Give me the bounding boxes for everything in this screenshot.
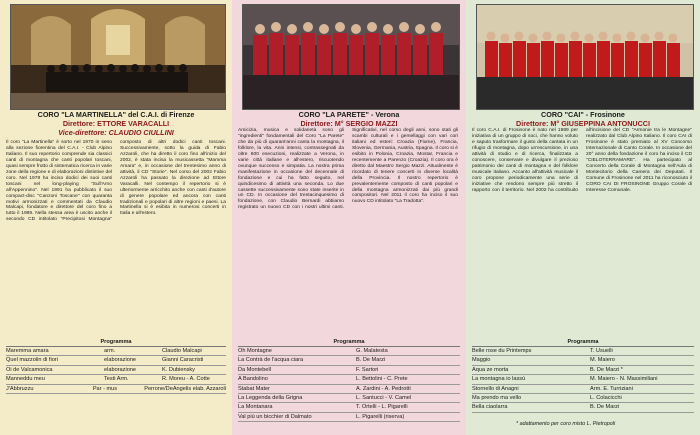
- song-title: La montagna io lassù: [472, 376, 526, 383]
- vice-director: Vice-direttore: CLAUDIO CIULLINI: [58, 128, 174, 137]
- programma-row: [6, 385, 226, 394]
- song-author: T. Ortelli - L. Pigarelli: [356, 404, 408, 411]
- programma-row: [6, 347, 226, 356]
- song-arrangement: elaborazione: [104, 357, 137, 364]
- programma-row: [238, 385, 460, 394]
- column-la-parete: [232, 0, 466, 435]
- caption-la-parete: [238, 110, 460, 128]
- programma-row: [472, 366, 694, 375]
- choir-name: CORO "LA MARTINELLA" del C.A.I. di Firenze: [37, 110, 195, 119]
- description-text: Amicizia, musica e solidarietà sono gli "ingredienti" fondamentali del Coro "La Parete" che da più di quarant'anni canta la montagna, il folklore, la vita. Anni intensi, contrassegnati da oltre 600 esecuzioni, realizzate a Verona, in varie città italiane e all'estero, riscuotendo ovunque successo e simpatia. La nostra prima manifestazione in occasione del decennale di fondazione e cui ha fatto seguito, nel quindicesimo di attività una seconda. Lo due cassette successivamente sono state inserite in un CD. In occasione del trentacinquesimo di fondazione, con Claudio Bernardi abbiamo registrato un nuovo CD con i nostri ultimi canti. Significativi, nel corso degli anni, sono stati gli scambi culturali e i gemellaggi con vari cori italiani ed esteri: Croazia (Fiume), Francia, Slovenia, Germania, Austria, Spagna. Il coro si è esibito in Polonia, Croazia, Mostar, Francia e recentemente a Parenzo (Croazia). Il coro ora è diretto dal Maestro Sergio Mazzi. Attualmente è ricordato di tenere concerti in diverse località della Provincia. Il nostro repertorio è prevalentemente composto di canti popolari e della montagna armonizzati dai più grandi compositori. Nel 2011 il coro ha inciso il suo nuovo CD intitolato "La Tradotta".: [238, 128, 458, 211]
- programma-title: Programma: [6, 338, 226, 347]
- church-interior-illustration: [11, 5, 225, 109]
- choir-name: CORO "LA PARETE" - Verona: [298, 110, 400, 119]
- song-author: Arm. E. Turriziani: [590, 385, 633, 392]
- song-author: L. Colacicchi: [590, 395, 622, 402]
- column-cai-frosinone: [466, 0, 700, 435]
- programma-row: [238, 403, 460, 412]
- programma-row: [238, 375, 460, 384]
- song-author: L. Bettolini - C. Prete: [356, 376, 408, 383]
- song-author: B. De Marzi: [590, 404, 620, 411]
- song-author: Claudio Malcapi: [162, 348, 202, 354]
- programma-row: [472, 375, 694, 384]
- song-author: Gianni Caracristi: [162, 357, 204, 364]
- song-author: M. Maiero - N. Massimiliani: [590, 376, 658, 383]
- song-title: Aqua ze morta: [472, 366, 509, 373]
- song-arrangement: Testi Arm.: [104, 376, 129, 383]
- song-author: L. Santucci - V. Camel: [356, 395, 412, 402]
- programma-row: [238, 394, 460, 403]
- director: Direttore: M° SERGIO MAZZI: [300, 119, 398, 128]
- caption-cai-frosinone: [472, 110, 694, 128]
- song-author: B. De Marzi: [356, 357, 386, 364]
- programma-row: [6, 375, 226, 384]
- song-title: Oh Montagne: [238, 348, 272, 354]
- song-author: Perrone/DeAngelis elab. Azzaroli: [144, 385, 226, 392]
- choir-outdoor-illustration: [477, 5, 693, 109]
- song-author: A. Zardini - A. Pedrotti: [356, 385, 411, 392]
- song-author: M. Maiero: [590, 357, 615, 364]
- choir-description: [472, 128, 692, 333]
- footnote: * adattamento per coro misto L. Pietropoli: [516, 421, 616, 427]
- programma-row: [238, 347, 460, 356]
- programma-row: [238, 356, 460, 365]
- song-author: B. De Marzi *: [590, 366, 623, 373]
- description-text: Il coro C.A.I. di Frosinone è nato nel 1989 per iniziativa di un gruppo di soci, che hanno voluto e saputo trasformare il gusto della cantata in un rifugio di montagna, dopo un'escursione, in una attività di studio e di ricerca, finalizzata a conoscere, conservare e divulgare il prezioso patrimonio dei canti di montagna e del folklore musicale italiano. Accanto all'attività musicale il coro propone periodicamente una serie di iniziative che rendono sempre più stretto il rapporto con il territorio. Nel 2002 ha contribuito all'incisione del CD "Armonie tra le Montagne" realizzato dal Club Alpino Italiano. Il coro CAI di Frosinone è stato premiato al XV Concorso Internazionale di Canto Corale. In occasione del 20° anno della fondazione il coro ha inciso il CD "CIELOTERRAMARE". Ha partecipato al Concerto della Corale di Montagna nell'Aula di Montecitorio della Camera dei Deputati. Il Comune di Frosinone nel 2011 ha riconosciuto il CORO CAI DI FROSINONE Gruppo Corale di Interesse Comunale.: [472, 128, 692, 193]
- song-author: K. Dubiensky: [162, 366, 195, 373]
- song-author: L. Pigarelli (riserva): [356, 413, 405, 420]
- song-title: Stornello di Anagni: [472, 385, 519, 392]
- programma-la-martinella: [6, 338, 226, 394]
- song-title: J'Abbruzzu: [6, 385, 34, 392]
- choir-photo-cai-frosinone: [476, 4, 694, 110]
- song-title: Ma prendo ma vello: [472, 395, 522, 402]
- programma-row: [6, 366, 226, 375]
- programma-title: Programma: [472, 338, 694, 347]
- choir-description: [238, 128, 458, 333]
- song-author: R. Moreu - A. Cotte: [162, 376, 210, 383]
- programma-row: [238, 413, 460, 422]
- description-text: Il coro "La Martinella" è sorto nel 1970 in seno alla sezione fiorentina del C.A.I. - Club Alpino Italiano. Il suo repertorio comprende sia classici canti di montagna che canti popolari toscani, quasi sempre frutto di sistematica ricerca in varie zone della regione e di elaborazioni distintive del coro. Nel 1978 ha inciso dodici dei suoi canti toscani nel long-playing "Sull'Arno all'Appennino". Nel 1991 ha pubblicato il suo compact-disc "Canzoni Toscane" con quaranta motivi armonizzati e commentati da Claudio Malcapi, fondatore e direttore del coro fino a tutto il 1989. Nella stessa area è uscito anche il secondo CD intitolato "Precipitosi Montagna" composto di altri dodici canti toscani. Successivamente, sotto la guida di Fabio Azzaroli, che ha diretto il coro fino all'inizio del 2002, è stata incisa la musicassetta "Mamma Amara" e, in occasione del trentesimo anno di attività, il CD "Storie". Nel corso del 2002 Fabio Azzaroli ha passato la direzione ad Ettore Varacalli. Nel contempo il repertorio si è ulteriormente arricchito anche con canti d'autore di genere popolare ed ancora con canti tradizionali e popolari di altre regioni e paesi. La Martinella si è esibita in numerosi concerti in Italia e all'estero.: [6, 140, 226, 223]
- choir-photo-la-parete: [242, 4, 460, 110]
- song-title: Quel mazzolin di fiori: [6, 357, 58, 364]
- programma-row: [6, 356, 226, 365]
- programma-title: Programma: [238, 338, 460, 347]
- song-title: Bella ciaolarra: [472, 404, 508, 411]
- programma-row: [472, 394, 694, 403]
- column-la-martinella: [0, 0, 232, 435]
- song-title: Manneddu meu: [6, 376, 45, 383]
- song-title: Val più un bicchier di Dalmato: [238, 413, 312, 420]
- director: Direttore: ETTORE VARACALLI: [62, 119, 170, 128]
- song-title: Belle rose du Printemps: [472, 348, 532, 354]
- choir-description: [6, 140, 226, 330]
- song-title: Maggio: [472, 357, 491, 364]
- programma-row: [472, 356, 694, 365]
- song-title: A Bandolino: [238, 376, 268, 383]
- programma-row: [472, 347, 694, 356]
- choir-photo-la-martinella: [10, 4, 226, 110]
- caption-la-martinella: [6, 110, 226, 137]
- programma-row: [472, 385, 694, 394]
- song-arrangement: elaborazione: [104, 366, 137, 373]
- song-title: Da Montebell: [238, 366, 271, 373]
- programma-row: [238, 366, 460, 375]
- song-title: La Contrà de l'acqua ciara: [238, 357, 304, 364]
- song-title: Maremma amara: [6, 348, 49, 354]
- choir-name: CORO "CAI" - Frosinone: [541, 110, 625, 119]
- song-title: La Leggenda della Grigna: [238, 395, 303, 402]
- programma-row: [472, 403, 694, 412]
- song-author: F. Sartori: [356, 366, 379, 373]
- song-author: T. Usuelli: [590, 348, 613, 354]
- song-arrangement: Par - mus: [92, 385, 118, 392]
- song-arrangement: arm.: [104, 348, 116, 354]
- song-title: Oi de Valcamonica: [6, 366, 53, 373]
- programma-cai-frosinone: [472, 338, 694, 413]
- song-title: La Montanara: [238, 404, 273, 411]
- programma-la-parete: [238, 338, 460, 422]
- director: Direttore: M° GIUSEPPINA ANTONUCCI: [516, 119, 650, 128]
- song-author: G. Malatesta: [356, 348, 388, 354]
- song-title: Stabat Mater: [238, 385, 271, 392]
- choir-group-illustration: [243, 5, 459, 109]
